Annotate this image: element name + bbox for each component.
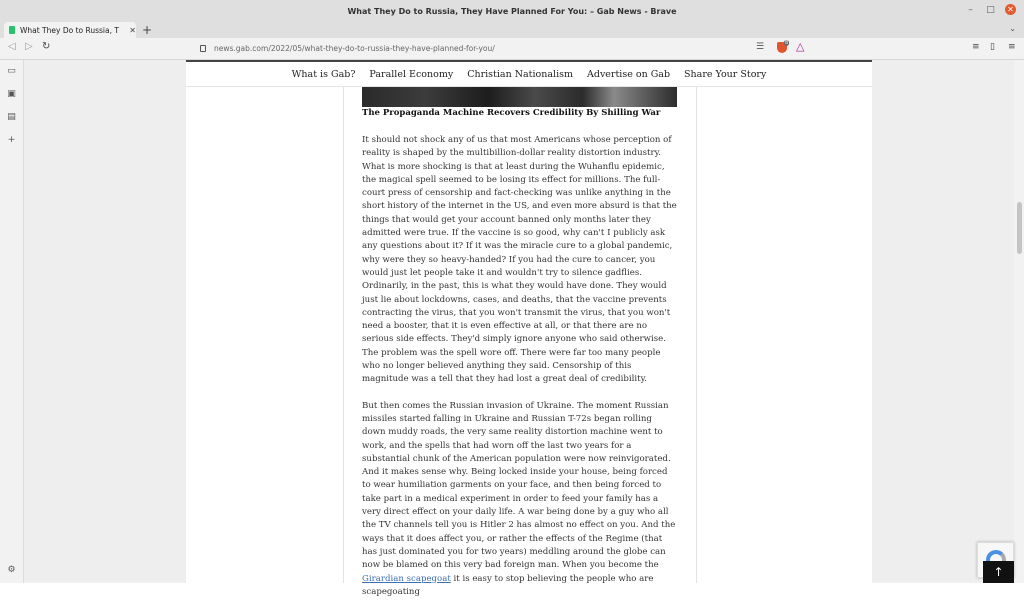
address-bar[interactable] — [190, 40, 810, 57]
brave-rewards-triangle-icon[interactable]: △ — [796, 40, 805, 53]
nav-link-share-story[interactable]: Share Your Story — [684, 68, 767, 80]
back-to-top-button[interactable] — [983, 561, 1014, 583]
minimize-icon[interactable]: – — [968, 4, 973, 15]
nav-link-advertise[interactable]: Advertise on Gab — [587, 68, 671, 80]
settings-gear-icon[interactable]: ⚙ — [7, 565, 16, 575]
window-controls — [965, 4, 1016, 15]
maximize-icon[interactable]: □ — [986, 4, 995, 15]
girardian-scapegoat-link[interactable]: Girardian scapegoat — [362, 573, 451, 584]
article-paragraph-1: It should not shock any of us that most Americans whose perception of reality is shaped by the multibillion-dollar reality distortion industry. What is more shocking is that at least during the Wuhanflu epidemic, the magical spell seemed to be losing its effect for millions. The full-court press of censorship and fact-checking was unlike anything in the short history of the internet in the US, and even more absurd is that the things that would get your account banned only months later they admitted were true. If the vaccine is so good, why can't I publicly ask any questions about it? If it was the miracle cure to a global pandemic, why were they so heavy-handed? If you had the cure to cancer, you would just let people take it and wouldn't try to silence gadflies. Ordinarily, in the past, this is what they would have done. They would just lie about lockdowns, cases, and deaths, that the vaccine prevents contracting the virus, that you won't transmit the virus, that you won't need a booster, that it is even effective at all, or that there are no serious side effects. They'd simply ignore anyone who said otherwise. The problem was the spell wore off. There were far too many people who no longer believed anything they said. Censorship of this magnitude was a tell that they had lost a great deal of credibility. — [362, 135, 677, 385]
tab-search-chevron-icon[interactable]: ⌄ — [1009, 24, 1016, 33]
page-scrollbar[interactable] — [1014, 60, 1024, 583]
sidebar-toggle-icon[interactable]: ▯ — [990, 42, 995, 52]
nav-link-what-is-gab[interactable]: What is Gab? — [291, 68, 356, 80]
add-sidebar-item-icon[interactable]: + — [7, 135, 16, 145]
tab-close-icon[interactable]: ✕ — [129, 25, 136, 35]
reload-icon[interactable]: ↻ — [42, 41, 51, 52]
paragraph-2-tail: it is easy to stop believing the people who are scapegoating — [362, 573, 654, 597]
shield-count-badge: 8 — [785, 40, 789, 46]
site-navigation — [186, 60, 872, 87]
bookmark-save-icon[interactable]: ▣ — [7, 89, 16, 99]
gab-favicon-icon — [9, 26, 15, 34]
image-caption: The Propaganda Machine Recovers Credibility By Shilling War — [362, 108, 661, 118]
paragraph-2-text: But then comes the Russian invasion of Ukraine. The moment Russian missiles started falling in Ukraine and Russian T-72s began rolling down muddy roads, the very same reality distortion machine went to work, and the spells that had worn off the last two years for a substantial chunk of the American population were now reinvigorated. And it makes sense why. Being locked inside your house, being forced to wear humiliation garments on your face, and then being forced to take part in a medical experiment in order to feed your family has a very direct effect on your daily life. A war being done by a guy who all the TV channels tell you is Hitler 2 has almost no effect on you. And the ways that it does affect you, or rather the effects of the Regime (that has just dominated you for two years) meddling around the globe can now be blamed on this very bad foreign man. When you become the — [362, 400, 676, 571]
lock-icon[interactable] — [200, 45, 206, 52]
hamburger-menu-icon[interactable]: ≡ — [1008, 42, 1016, 52]
video-icon[interactable]: ▭ — [7, 66, 16, 76]
new-tab-plus-icon[interactable]: + — [142, 23, 153, 37]
playlist-icon[interactable]: ≡ — [972, 42, 980, 52]
nav-link-parallel-economy[interactable]: Parallel Economy — [369, 68, 454, 80]
window-title: What They Do to Russia, They Have Planned For You: – Gab News - Brave — [347, 6, 677, 16]
browser-sidebar — [0, 60, 24, 583]
arrow-right-icon[interactable]: ▷ — [25, 41, 33, 52]
url-text[interactable]: news.gab.com/2022/05/what-they-do-to-russia-they-have-planned-for-you/ — [214, 44, 495, 53]
browser-toolbar — [0, 38, 1024, 60]
tab-bar — [0, 22, 1024, 38]
nav-link-christian-nationalism[interactable]: Christian Nationalism — [467, 68, 573, 80]
tab-label: What They Do to Russia, T — [19, 25, 119, 35]
web-page — [24, 60, 1014, 597]
window-titlebar — [0, 0, 1024, 22]
reading-list-icon[interactable]: ▤ — [7, 112, 16, 122]
arrow-up-icon: ↑ — [993, 565, 1004, 579]
article-paragraph-2 — [362, 400, 678, 599]
article-body — [362, 134, 678, 612]
tab-active[interactable] — [4, 22, 136, 38]
close-window-icon[interactable]: ✕ — [1005, 4, 1016, 15]
reader-mode-icon[interactable]: ☰ — [756, 42, 765, 52]
article-hero-image — [362, 87, 677, 107]
scrollbar-thumb[interactable] — [1017, 202, 1022, 254]
arrow-left-icon[interactable]: ◁ — [8, 41, 16, 52]
